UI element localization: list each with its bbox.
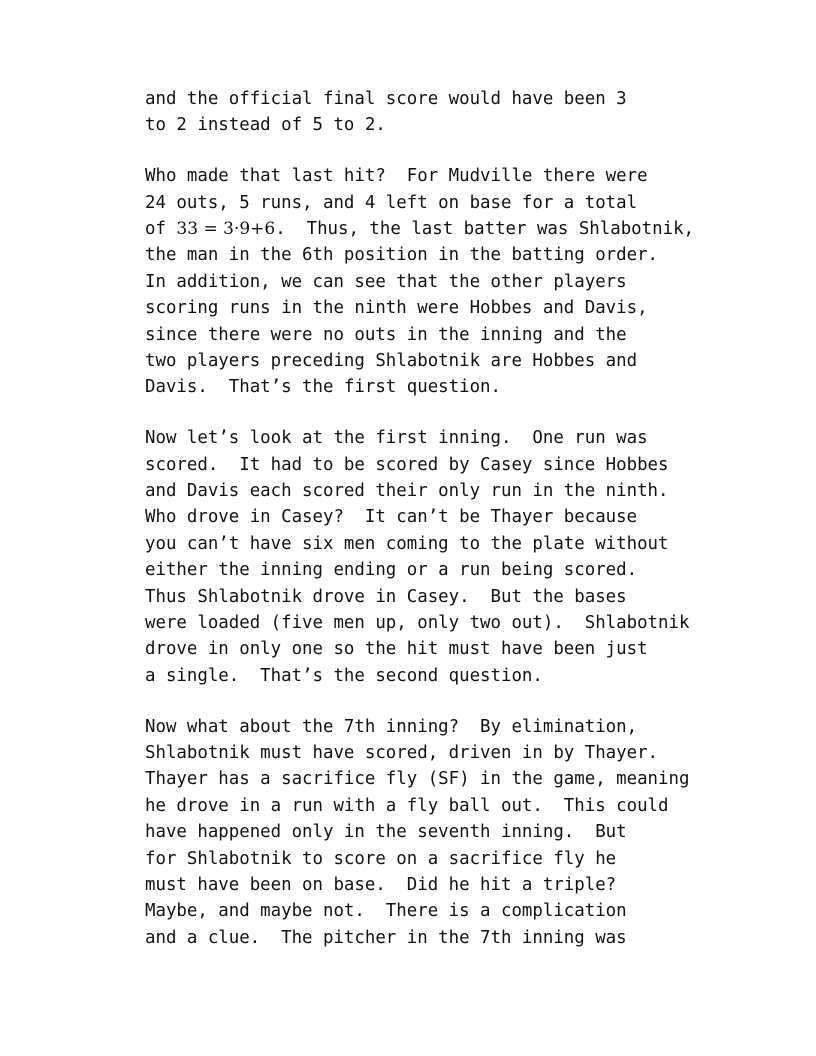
text-line: Who drove in Casey? It can’t be Thayer because	[145, 507, 638, 528]
text-line: Now let’s look at the first inning. One run was	[145, 428, 648, 449]
text-line: were loaded (five men up, only two out). Shlabotnik	[145, 613, 690, 634]
text-line: must have been on base. Did he hit a triple?	[145, 875, 617, 896]
text-line: for Shlabotnik to score on a sacrifice fly he	[145, 848, 617, 869]
text-line: he drove in a run with a fly ball out. This could	[145, 795, 669, 816]
text-line: two players preceding Shlabotnik are Hobbes and	[145, 351, 638, 372]
paragraph-final-score	[145, 86, 805, 139]
text-line: scored. It had to be scored by Casey since Hobbes	[145, 454, 669, 475]
text-fragment: of	[145, 219, 177, 240]
text-line: drove in only one so the hit must have been just	[145, 639, 648, 660]
text-line: the man in the 6th position in the batting order.	[145, 245, 659, 266]
text-line: In addition, we can see that the other players	[145, 271, 627, 292]
document-page	[145, 86, 805, 976]
text-line: you can’t have six men coming to the plate without	[145, 533, 669, 554]
text-line: a single. That’s the second question.	[145, 665, 543, 686]
text-line: and Davis each scored their only run in the ninth.	[145, 481, 669, 502]
text-line: to 2 instead of 5 to 2.	[145, 115, 386, 136]
text-line: 24 outs, 5 runs, and 4 left on base for a total	[145, 192, 638, 213]
text-fragment: . Thus, the last batter was Shlabotnik,	[275, 219, 695, 240]
text-line: Thus Shlabotnik drove in Casey. But the bases	[145, 586, 627, 607]
text-line: Davis. That’s the first question.	[145, 377, 501, 398]
text-line: Now what about the 7th inning? By elimination,	[145, 716, 638, 737]
text-line: Thayer has a sacrifice fly (SF) in the game, meaning	[145, 769, 690, 790]
text-line: Shlabotnik must have scored, driven in by Thayer.	[145, 743, 659, 764]
text-line: and a clue. The pitcher in the 7th inning was	[145, 927, 627, 948]
text-line: have happened only in the seventh inning. But	[145, 822, 627, 843]
text-line: since there were no outs in the inning and the	[145, 324, 627, 345]
text-line: scoring runs in the ninth were Hobbes and Davis,	[145, 298, 648, 319]
text-line: Who made that last hit? For Mudville there were	[145, 166, 648, 187]
text-line: Maybe, and maybe not. There is a complication	[145, 901, 627, 922]
text-line: either the inning ending or a run being scored.	[145, 560, 638, 581]
text-line-with-formula	[145, 216, 805, 242]
text-line: and the official final score would have been 3	[145, 89, 627, 109]
math-formula: 33 = 3·9+6	[176, 219, 276, 240]
paragraph-seventh-inning	[145, 714, 805, 952]
paragraph-last-hit	[145, 163, 805, 401]
paragraph-first-inning	[145, 425, 805, 689]
